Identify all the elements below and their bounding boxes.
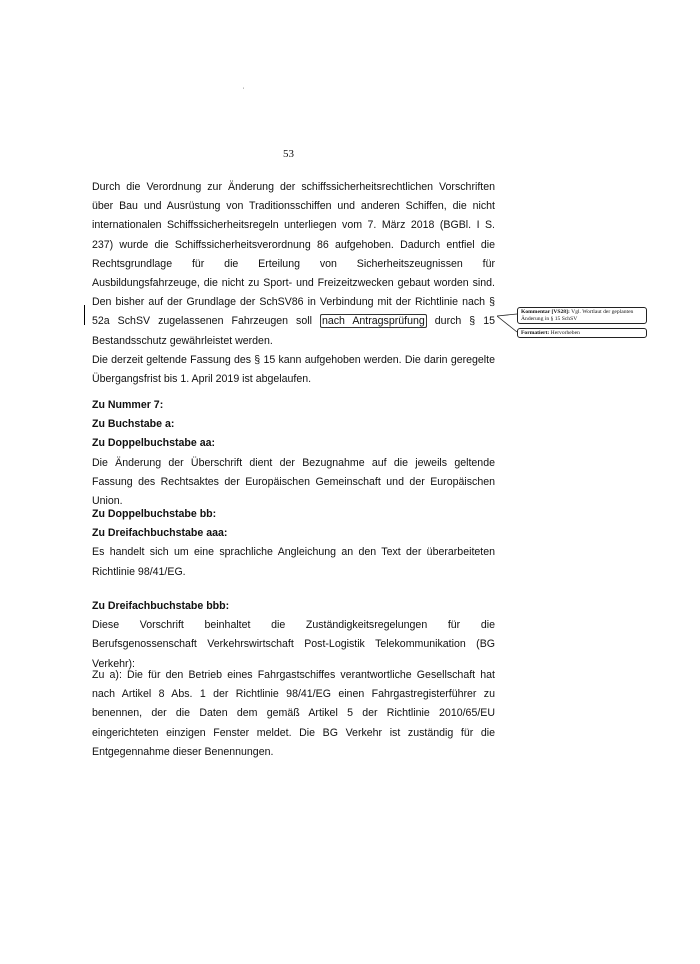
format-balloon[interactable] [517, 328, 647, 338]
section-doppelbuchstabe-bb [92, 505, 495, 582]
marked-phrase[interactable]: nach Antragsprüfung [321, 315, 425, 328]
paragraph-doppelbuchstabe-aa: Die Änderung der Überschrift dient der Bezugnahme auf die jeweils geltende Fassung des Rechtsaktes der Europäischen Gemeinschaft und der Europäischen Union. [92, 456, 495, 508]
heading-dreifachbuchstabe-bbb: Zu Dreifachbuchstabe bbb: [92, 600, 230, 612]
format-label: Formatiert: [521, 330, 550, 336]
comment-text: Vgl. Wortlaut der geplanten Änderung in § 15 SchSV [521, 309, 634, 322]
paragraph-dreifachbuchstabe-bbb: Diese Vorschrift beinhaltet die Zuständigkeitsregelungen für die Berufsgenossenschaft Verkehrswirtschaft Post-Logistik Telekommunikation (BG Verkehr): [92, 619, 495, 670]
scan-speck: ' [243, 88, 245, 94]
comment-label: Kommentar [VS28]: [521, 309, 570, 315]
heading-buchstabe-a: Zu Buchstabe a: [92, 418, 175, 431]
heading-nummer-7: Zu Nummer 7: [92, 399, 164, 411]
para1-text-end: durch § 15 Bestandsschutz gewährleistet werden. [92, 315, 495, 347]
format-text: Hervorheben [550, 330, 580, 336]
heading-doppelbuchstabe-aa: Zu Doppelbuchstabe aa: [92, 437, 216, 450]
comment-connector-line [497, 312, 519, 336]
paragraph-dreifachbuchstabe-aaa: Es handelt sich um eine sprachliche Angleichung an den Text der überarbeiteten Richtlinie 98/41/EG. [92, 546, 495, 578]
para1-text-start: Durch die Verordnung zur Änderung der schiffssicherheitsrechtlichen Vorschriften über Bau und Ausrüstung von Traditionsschiffen und anderen Schiffen, die nicht internationalen Schiffssicherheitsregeln unterliegen vom 7. März 2018 (BGBl. I S. 237) wurde die Schiffssicherheitsverordnung 86 aufgehoben. Dadurch entfiel die Rechtsgrundlage für die Erteilung von Sicherheitszeugnissen für Ausbildungsfahrzeuge, die nicht zu Sport- und Freizeitzwecken gebaut worden sind. Den bisher auf der Grundlage der SchSV86 in Verbindung mit der Richtlinie nach § 52a SchSV zugelassenen Fahrzeugen soll [92, 181, 495, 328]
paragraph-validity: Die derzeit geltende Fassung des § 15 kann aufgehoben werden. Die darin geregelte Übergangsfrist bis 1. April 2019 ist abgelaufen. [92, 353, 495, 386]
page-number: 53 [283, 148, 294, 160]
heading-dreifachbuchstabe-aaa: Zu Dreifachbuchstabe aaa: [92, 527, 228, 540]
section-zu-a [92, 666, 495, 762]
comment-balloon[interactable] [517, 307, 647, 324]
section-dreifachbuchstabe-bbb [92, 597, 495, 674]
paragraph-zu-a: Zu a): Die für den Betrieb eines Fahrgastschiffes verantwortliche Gesellschaft hat nach Artikel 8 Abs. 1 der Richtlinie 98/41/EG einen Fahrgastregisterführer zu benennen, der die Daten dem gemäß Artikel 5 der Richtlinie 2010/65/EU eingerichteten einzigen Fenster meldet. Die BG Verkehr ist zuständig für die Entgegennahme dieser Benennungen. [92, 669, 495, 758]
paragraph-repeal-explanation [92, 178, 495, 389]
heading-doppelbuchstabe-bb: Zu Doppelbuchstabe bb: [92, 508, 217, 520]
section-nummer-7 [92, 396, 495, 511]
revision-bar [84, 305, 85, 325]
